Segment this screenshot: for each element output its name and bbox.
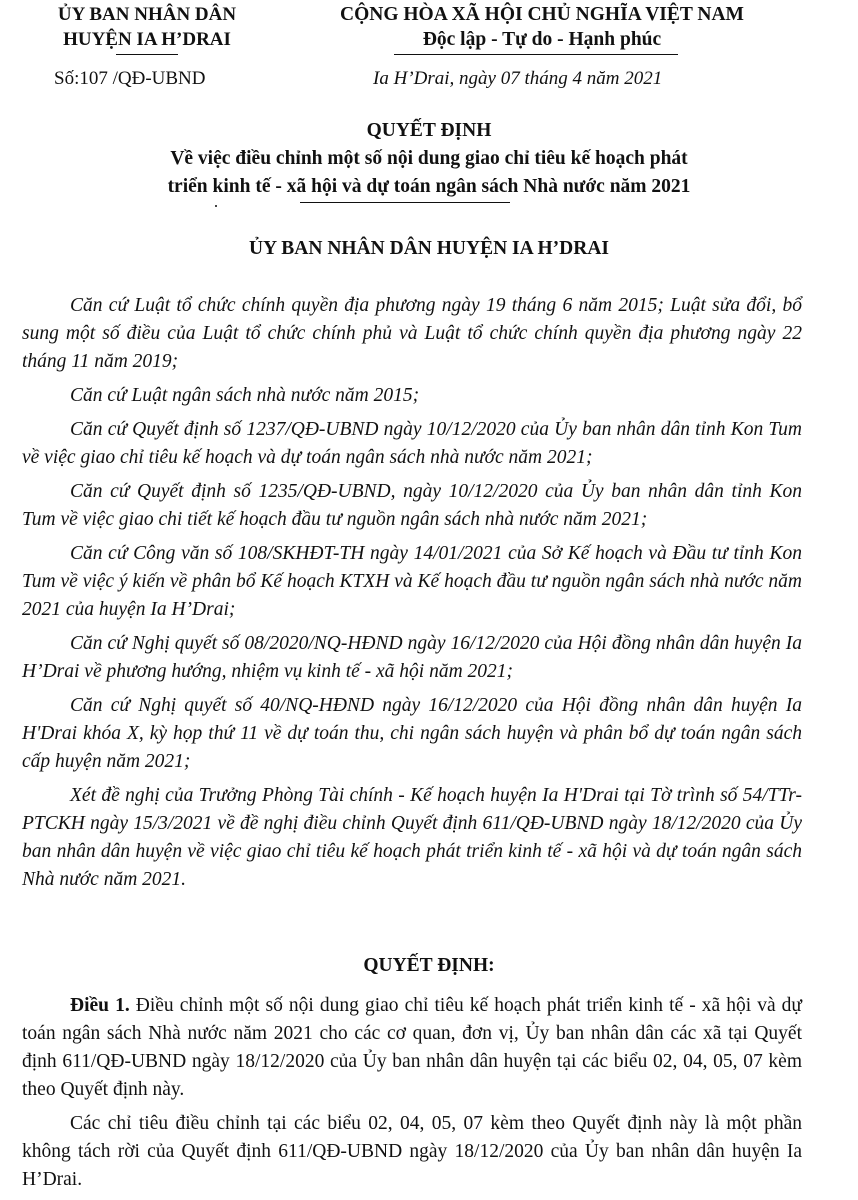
basis-paragraph: Căn cứ Nghị quyết số 40/NQ-HĐND ngày 16/12/2020 của Hội đồng nhân dân huyện Ia H'Drai khóa X, kỳ họp thứ 11 về dự toán thu, chi ngân sách huyện và phân bổ dự toán ngân sách cấp huyện năm 2021; bbox=[22, 695, 802, 772]
motto-underline bbox=[394, 54, 678, 55]
document-number: Số:107 /QĐ-UBND bbox=[54, 68, 206, 89]
agency-line-1: ỦY BAN NHÂN DÂN bbox=[57, 4, 237, 25]
article-1-paragraph-2: Các chỉ tiêu điều chỉnh tại các biểu 02, 04, 05, 07 kèm theo Quyết định này là một phần không tách rời của Quyết định 611/QĐ-UBND ngày 18/12/2020 của Ủy ban nhân dân huyện Ia H’Drai. bbox=[22, 1113, 802, 1190]
basis-paragraph: Xét đề nghị của Trưởng Phòng Tài chính - Kế hoạch huyện Ia H'Drai tại Tờ trình số 54/TTr-PTCKH ngày 15/3/2021 về đề nghị điều chỉnh Quyết định 611/QĐ-UBND ngày 18/12/2020 của Ủy ban nhân dân huyện về việc giao chỉ tiêu kế hoạch phát triển kinh tế - xã hội và dự toán ngân sách Nhà nước năm 2021. bbox=[22, 785, 802, 890]
agency-line-2: HUYỆN IA H’DRAI bbox=[63, 29, 231, 50]
document-date: Ia H’Drai, ngày 07 tháng 4 năm 2021 bbox=[373, 68, 663, 89]
basis-paragraph: Căn cứ Luật tổ chức chính quyền địa phương ngày 19 tháng 6 năm 2015; Luật sửa đổi, bổ sung một số điều của Luật tổ chức chính phủ và Luật tổ chức chính quyền địa phương ngày 22 tháng 11 năm 2019; bbox=[22, 295, 802, 372]
article-1-label: Điều 1. bbox=[70, 995, 130, 1016]
speck bbox=[215, 205, 217, 207]
document-title: QUYẾT ĐỊNH bbox=[366, 120, 492, 141]
agency-underline bbox=[116, 54, 178, 55]
subject-line-2: triển kinh tế - xã hội và dự toán ngân sách Nhà nước năm 2021 bbox=[167, 176, 691, 197]
title-underline bbox=[300, 202, 510, 203]
article-1-paragraph bbox=[22, 992, 802, 1104]
decides-heading: QUYẾT ĐỊNH: bbox=[363, 955, 495, 976]
article-1-text: Điều chỉnh một số nội dung giao chỉ tiêu kế hoạch phát triển kinh tế - xã hội và dự toán ngân sách Nhà nước năm 2021 cho các cơ quan, đơn vị, Ủy ban nhân dân các xã tại Quyết định 611/QĐ-UBND ngày 18/12/2020 của Ủy ban nhân dân huyện tại các biểu 02, 04, 05, 07 kèm theo Quyết định này. bbox=[22, 995, 803, 1100]
nation-name: CỘNG HÒA XÃ HỘI CHỦ NGHĨA VIỆT NAM bbox=[340, 4, 744, 25]
basis-paragraph: Căn cứ Quyết định số 1235/QĐ-UBND, ngày 10/12/2020 của Ủy ban nhân dân tỉnh Kon Tum về việc giao chi tiết kế hoạch đầu tư nguồn ngân sách nhà nước năm 2021; bbox=[22, 481, 802, 530]
article-1 bbox=[22, 992, 802, 1194]
national-motto bbox=[292, 2, 792, 52]
motto: Độc lập - Tự do - Hạnh phúc bbox=[422, 29, 662, 50]
issuer-heading: ỦY BAN NHÂN DÂN HUYỆN IA H’DRAI bbox=[248, 238, 610, 259]
basis-paragraph: Căn cứ Nghị quyết số 08/2020/NQ-HĐND ngày 16/12/2020 của Hội đồng nhân dân huyện Ia H’Drai về phương hướng, nhiệm vụ kinh tế - xã hội năm 2021; bbox=[22, 633, 802, 682]
subject-line-1: Về việc điều chỉnh một số nội dung giao chỉ tiêu kế hoạch phát bbox=[170, 148, 688, 169]
issuing-agency bbox=[28, 2, 266, 52]
basis-paragraph: Căn cứ Quyết định số 1237/QĐ-UBND ngày 10/12/2020 của Ủy ban nhân dân tỉnh Kon Tum về việc giao chỉ tiêu kế hoạch và dự toán ngân sách nhà nước năm 2021; bbox=[22, 419, 802, 468]
basis-paragraph: Căn cứ Luật ngân sách nhà nước năm 2015; bbox=[70, 385, 420, 406]
legal-bases bbox=[22, 292, 802, 894]
basis-paragraph: Căn cứ Công văn số 108/SKHĐT-TH ngày 14/01/2021 của Sở Kế hoạch và Đầu tư tỉnh Kon Tum về việc ý kiến về phân bổ Kế hoạch KTXH và Kế hoạch đầu tư nguồn ngân sách nhà nước năm 2021 của huyện Ia H’Drai; bbox=[22, 543, 802, 620]
